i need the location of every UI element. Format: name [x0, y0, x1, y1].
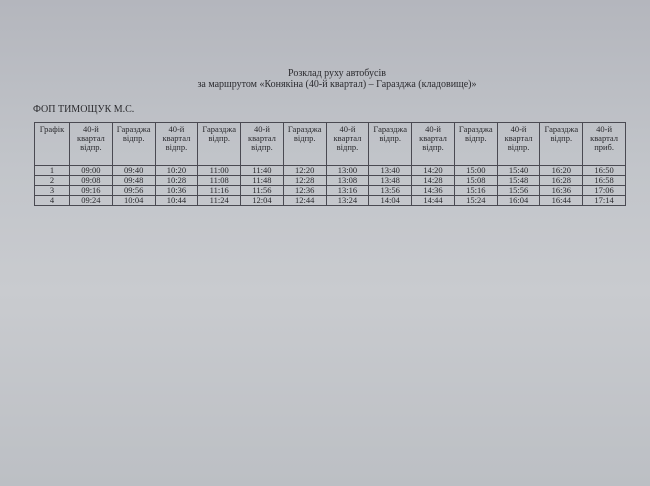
header-cell: 40-й квартал відпр. [326, 123, 369, 166]
time-cell: 10:04 [112, 196, 155, 206]
time-cell: 09:40 [112, 166, 155, 176]
time-cell: 16:20 [540, 166, 583, 176]
time-cell: 10:28 [155, 176, 198, 186]
time-cell: 12:36 [283, 186, 326, 196]
time-cell: 11:48 [241, 176, 284, 186]
header-cell: 40-й квартал відпр. [155, 123, 198, 166]
route-subtitle: за маршрутом «Конякіна (40-й квартал) – Гаразджа (кладовище)» [197, 79, 477, 90]
table-row [35, 196, 626, 206]
time-cell: 16:28 [540, 176, 583, 186]
time-cell: 09:08 [70, 176, 113, 186]
time-cell: 12:20 [283, 166, 326, 176]
time-cell: 09:00 [70, 166, 113, 176]
time-cell: 14:36 [412, 186, 455, 196]
time-cell: 10:20 [155, 166, 198, 176]
time-cell: 14:04 [369, 196, 412, 206]
time-cell: 11:16 [198, 186, 241, 196]
header-cell: 40-й квартал відпр. [497, 123, 540, 166]
table-row [35, 186, 626, 196]
time-cell: 14:20 [412, 166, 455, 176]
time-cell: 11:08 [198, 176, 241, 186]
table-row [35, 176, 626, 186]
time-cell: 09:48 [112, 176, 155, 186]
schedule-number-cell: 2 [35, 176, 70, 186]
time-cell: 13:08 [326, 176, 369, 186]
time-cell: 13:00 [326, 166, 369, 176]
time-cell: 13:40 [369, 166, 412, 176]
time-cell: 16:04 [497, 196, 540, 206]
time-cell: 09:56 [112, 186, 155, 196]
table-row [35, 166, 626, 176]
time-cell: 11:40 [241, 166, 284, 176]
time-cell: 09:24 [70, 196, 113, 206]
time-cell: 12:44 [283, 196, 326, 206]
header-schedule: Графік [35, 123, 70, 166]
header-cell: Гаразджа відпр. [283, 123, 326, 166]
time-cell: 16:50 [583, 166, 626, 176]
header-cell: 40-й квартал відпр. [70, 123, 113, 166]
time-cell: 13:56 [369, 186, 412, 196]
time-cell: 15:48 [497, 176, 540, 186]
time-cell: 12:04 [241, 196, 284, 206]
time-cell: 10:44 [155, 196, 198, 206]
time-cell: 13:48 [369, 176, 412, 186]
time-cell: 11:00 [198, 166, 241, 176]
header-cell: 40-й квартал відпр. [241, 123, 284, 166]
header-cell: Гаразджа відпр. [540, 123, 583, 166]
time-cell: 17:06 [583, 186, 626, 196]
time-cell: 15:24 [454, 196, 497, 206]
time-cell: 11:24 [198, 196, 241, 206]
schedule-body [35, 166, 626, 206]
schedule-table [34, 122, 626, 206]
time-cell: 15:56 [497, 186, 540, 196]
time-cell: 11:56 [241, 186, 284, 196]
header-cell: Гаразджа відпр. [369, 123, 412, 166]
header-cell: Гаразджа відпр. [112, 123, 155, 166]
time-cell: 10:36 [155, 186, 198, 196]
time-cell: 16:58 [583, 176, 626, 186]
header-cell: Гаразджа відпр. [454, 123, 497, 166]
time-cell: 14:44 [412, 196, 455, 206]
time-cell: 15:08 [454, 176, 497, 186]
time-cell: 16:36 [540, 186, 583, 196]
time-cell: 14:28 [412, 176, 455, 186]
time-cell: 15:40 [497, 166, 540, 176]
time-cell: 15:16 [454, 186, 497, 196]
header-row [35, 123, 626, 166]
schedule-number-cell: 3 [35, 186, 70, 196]
time-cell: 09:16 [70, 186, 113, 196]
time-cell: 13:16 [326, 186, 369, 196]
time-cell: 13:24 [326, 196, 369, 206]
document-title: Розклад руху автобусів [288, 68, 386, 79]
time-cell: 16:44 [540, 196, 583, 206]
operator-name: ФОП ТИМОЩУК М.С. [33, 104, 135, 115]
header-cell: Гаразджа відпр. [198, 123, 241, 166]
time-cell: 12:28 [283, 176, 326, 186]
time-cell: 17:14 [583, 196, 626, 206]
schedule-number-cell: 4 [35, 196, 70, 206]
header-cell: 40-й квартал відпр. [412, 123, 455, 166]
time-cell: 15:00 [454, 166, 497, 176]
header-cell: 40-й квартал приб. [583, 123, 626, 166]
schedule-number-cell: 1 [35, 166, 70, 176]
